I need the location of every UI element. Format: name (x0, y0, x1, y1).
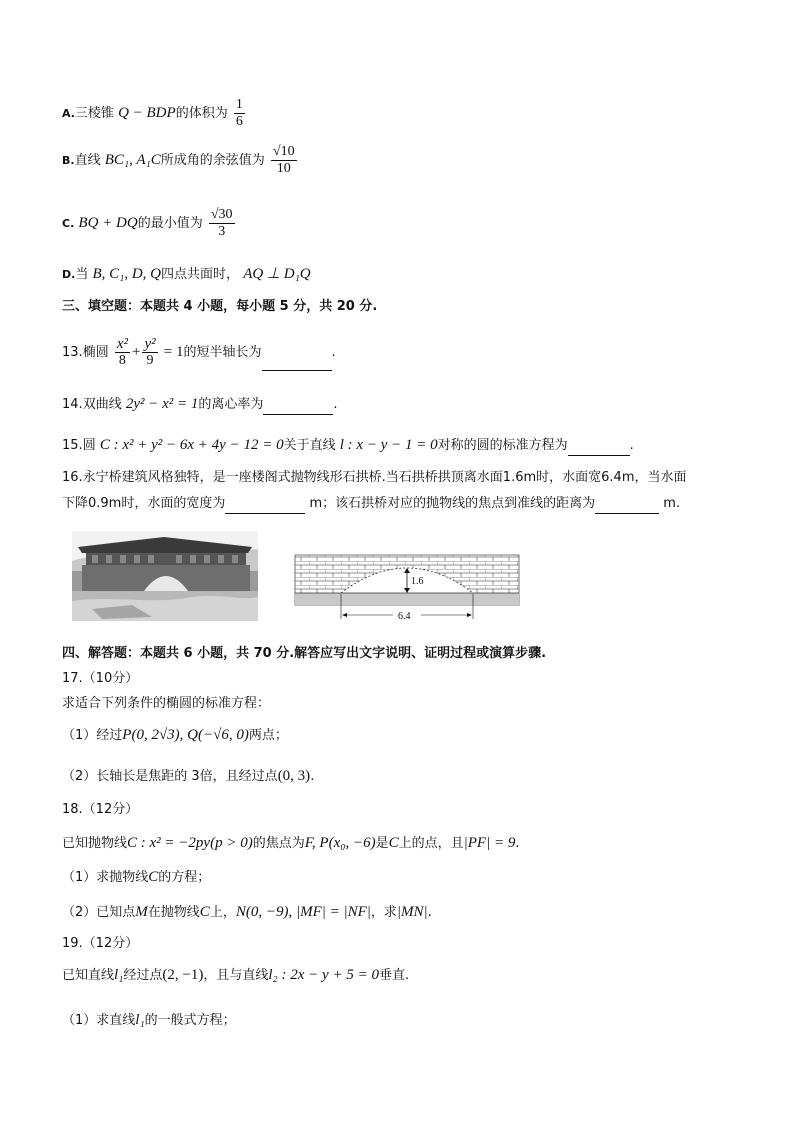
option-a: A.三棱锥 Q − BDP的体积为 $\frac{1}{6}$ (62, 97, 243, 129)
question-18-stem: 已知抛物线C : x² = −2py(p > 0)的焦点为F, P(x₀, −6)是C上的点，且|PF| = 9. (62, 835, 520, 851)
bridge-arch-diagram (293, 553, 523, 623)
question-19-stem: 已知直线l₁经过点(2, −1)，且与直线l₂ : 2x − y + 5 = 0垂直. (62, 967, 410, 983)
option-label: D. (62, 268, 76, 281)
question-16-line-1: 16.永宁桥建筑风格独特，是一座楼阁式抛物线形石拱桥.当石拱桥拱顶离水面1.6m时，水面宽6.4m，当水面 (62, 470, 687, 485)
fraction: $\frac{√10}{10}$ (272, 144, 295, 176)
option-d: D.当 B, C₁, D, Q四点共面时， AQ ⊥ D₁Q (62, 266, 311, 282)
question-17-part-1: （1）经过P(0, 2√3), Q(−√6, 0)两点； (62, 727, 288, 743)
question-18-part-2: （2）已知点M在抛物线C上，N(0, −9), |MF| = |NF|，求|MN|. (62, 904, 432, 920)
fraction: $\frac{1}{6}$ (235, 97, 243, 129)
question-17-part-2: （2）长轴长是焦距的 3倍，且经过点(0, 3). (62, 768, 315, 784)
fraction: $\frac{\text{y²}}{9}$ (144, 336, 156, 368)
question-19-heading: 19.（12分） (62, 936, 139, 951)
question-14: 14.双曲线 2y² − x² = 1的离心率为 . (62, 394, 338, 415)
question-16-line-2: 下降0.9m时，水面的宽度为 m；该石拱桥对应的抛物线的焦点到准线的距离为 m. (62, 494, 680, 514)
section-heading-solutions: 四、解答题：本题共 6 小题，共 70 分.解答应写出文字说明、证明过程或演算步骤. (62, 646, 547, 661)
question-18-part-1: （1）求抛物线C的方程； (62, 869, 211, 885)
question-15: 15.圆 C : x² + y² − 6x + 4y − 12 = 0关于直线 l : x − y − 1 = 0对称的圆的标准方程为 . (62, 435, 634, 456)
option-label: B. (62, 154, 75, 167)
option-label: A. (62, 107, 75, 120)
fraction: $\frac{√30}{3}$ (210, 207, 233, 239)
width-label: 6.4 (398, 611, 411, 622)
answer-blank[interactable] (225, 499, 305, 514)
question-18-heading: 18.（12分） (62, 802, 139, 817)
answer-blank[interactable] (263, 400, 333, 415)
fraction: $\frac{\text{x²}}{8}$ (116, 336, 128, 368)
question-17-heading: 17.（10分） (62, 671, 139, 686)
question-13: 13.椭圆 $\frac{\text{x²}}{8}$ + $\frac{\text{y²}}{9}$ = 1的短半轴长为 . (62, 334, 336, 370)
section-heading-fill-in: 三、填空题：本题共 4 小题，每小题 5 分，共 20 分. (62, 299, 378, 314)
height-label: 1.6 (411, 576, 424, 587)
question-19-part-1: （1）求直线l₁的一般式方程； (62, 1012, 236, 1028)
answer-blank[interactable] (568, 441, 630, 456)
option-label: C. (62, 217, 75, 230)
question-17-stem: 求适合下列条件的椭圆的标准方程： (62, 696, 271, 711)
option-c: C. BQ + DQ的最小值为 $\frac{√30}{3}$ (62, 207, 233, 239)
answer-blank[interactable] (595, 499, 659, 514)
bridge-photo (72, 531, 258, 621)
option-b: B.直线 BC₁, A₁C所成角的余弦值为 $\frac{√10}{10}$ (62, 144, 295, 176)
answer-blank[interactable] (262, 356, 332, 371)
